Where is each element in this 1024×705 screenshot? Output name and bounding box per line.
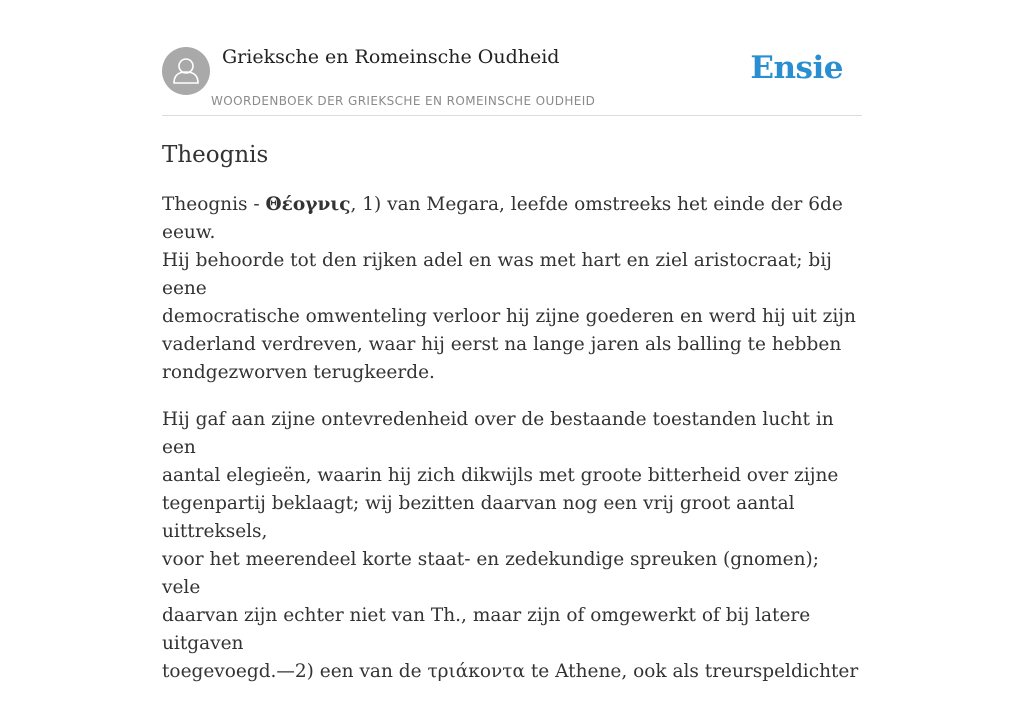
user-silhouette-icon	[162, 47, 210, 95]
text-line: te Athene, ook als treurspeldichter	[524, 661, 859, 682]
text-line: vaderland verdreven, waar hij eerst na lange jaren als balling te hebben	[162, 334, 842, 355]
text-line: , 1) van Megara, leefde omstreeks het einde der 6de eeuw.	[162, 194, 843, 243]
text-line: voor het meerendeel korte staat- en zedekundige spreuken (gnomen); vele	[162, 549, 819, 598]
greek-term: τριάκοντα	[427, 661, 525, 682]
entry-content	[162, 140, 862, 705]
avatar[interactable]	[162, 47, 210, 95]
text-line: aantal elegieën, waarin hij zich dikwijls met groote bitterheid over zijne	[162, 465, 839, 486]
greek-term: Θέογνις	[265, 194, 351, 215]
text-line: Hij behoorde tot den rijken adel en was met hart en ziel aristocraat; bij eene	[162, 250, 832, 299]
text-line: rondgezworven terugkeerde.	[162, 362, 435, 383]
text-line: toegevoegd.—2) een van de	[162, 661, 428, 682]
entry-title: Theognis	[162, 142, 269, 168]
text-line: daarvan zijn echter niet van Th., maar zijn of omgewerkt of bij latere uitgaven	[162, 605, 811, 654]
site-subtitle: WOORDENBOEK DER GRIEKSCHE EN ROMEINSCHE OUDHEID	[211, 94, 596, 108]
site-header	[162, 0, 862, 116]
entry-lead: Theognis -	[162, 194, 266, 215]
text-line: tegenpartij beklaagt; wij bezitten daarvan nog een vrij groot aantal uittreksels,	[162, 493, 795, 542]
text-line: democratische omwenteling verloor hij zijne goederen en werd hij uit zijn	[162, 306, 856, 327]
entry-paragraph-1	[162, 191, 862, 387]
ensie-logo-link[interactable]: Ensie	[750, 50, 843, 86]
site-title-link[interactable]: Grieksche en Romeinsche Oudheid	[222, 46, 560, 68]
text-line: Hij gaf aan zijne ontevredenheid over de bestaande toestanden lucht in een	[162, 409, 834, 458]
entry-paragraph-2	[162, 406, 862, 686]
